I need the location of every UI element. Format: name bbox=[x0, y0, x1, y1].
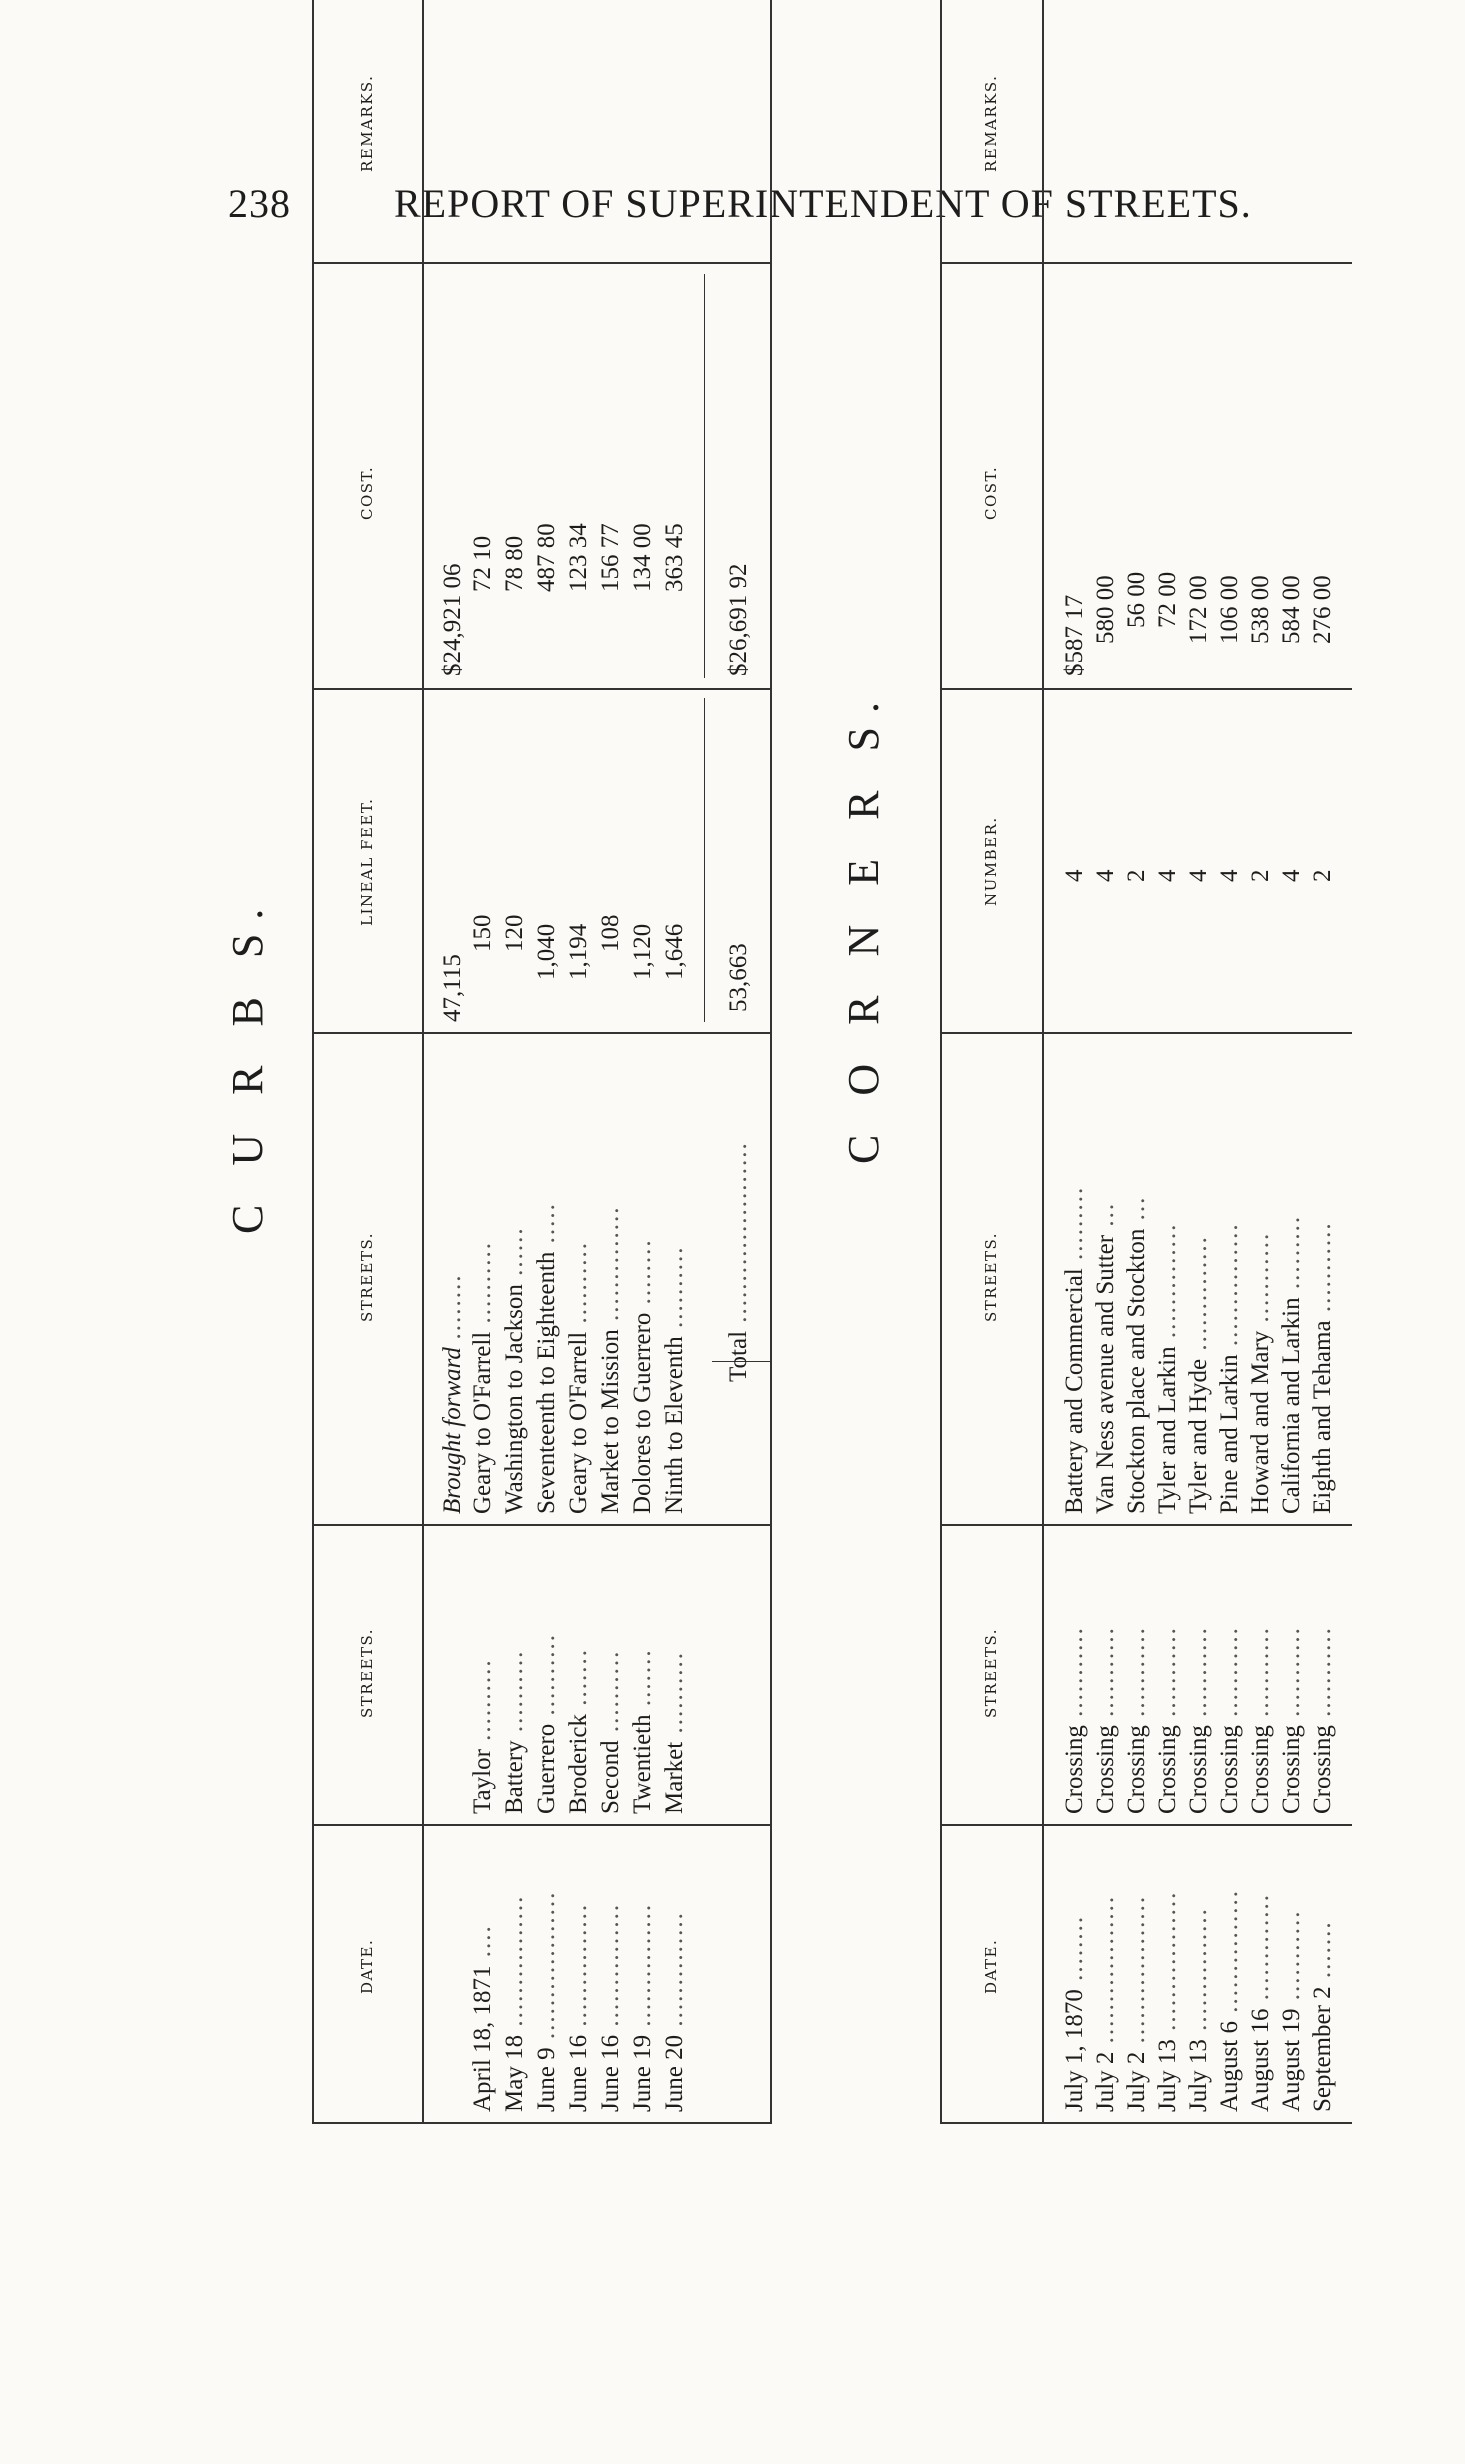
corners-row-2-street1: Crossing ........... bbox=[1123, 1626, 1150, 1814]
curbs-total-label: Total ...................... bbox=[725, 1141, 752, 1382]
curbs-row-7-street2: Ninth to Eleventh .......... bbox=[661, 1245, 688, 1514]
corners-row-4-date: July 13 ............... bbox=[1185, 1907, 1212, 2112]
corners-header-date: DATE. bbox=[982, 1938, 1000, 1994]
curbs-row-7-date: June 20 .............. bbox=[661, 1911, 688, 2112]
curbs-row-0-street: Brought forward ........ bbox=[439, 1272, 466, 1514]
corners-row-1-street1: Crossing ........... bbox=[1092, 1626, 1119, 1814]
corners-row-5-date: August 6 ............... bbox=[1216, 1889, 1243, 2112]
curbs-row-3-cost: 487 80 bbox=[533, 523, 560, 592]
curbs-row-1-street1: Taylor .......... bbox=[469, 1658, 496, 1814]
corners-row-2-street2: Stockton place and Stockton ... bbox=[1123, 1195, 1150, 1514]
corners-row-1-street2: Van Ness avenue and Sutter ... bbox=[1092, 1201, 1119, 1514]
curbs-row-6-lineal: 1,120 bbox=[629, 923, 656, 980]
curbs-row-6-cost: 134 00 bbox=[629, 523, 656, 592]
curbs-row-6-street1: Twentieth ....... bbox=[629, 1648, 656, 1814]
corners-row-0-cost: $587 17 bbox=[1061, 594, 1088, 676]
curbs-row-3-street1: Guerrero .......... bbox=[533, 1633, 560, 1814]
corners-row-7-cost: 584 00 bbox=[1278, 575, 1305, 644]
corners-row-0-date: July 1, 1870 ........ bbox=[1061, 1914, 1088, 2112]
curbs-row-5-cost: 156 77 bbox=[597, 523, 624, 592]
curbs-row-1-cost: 72 10 bbox=[469, 535, 496, 592]
corners-header-remarks: REMARKS. bbox=[982, 74, 1000, 172]
corners-row-2-number: 2 bbox=[1123, 869, 1150, 882]
curbs-row-7-cost: 363 45 bbox=[661, 523, 688, 592]
corners-row-2-cost: 56 00 bbox=[1123, 571, 1150, 628]
curbs-header-remarks: REMARKS. bbox=[358, 74, 376, 172]
corners-row-7-number: 4 bbox=[1278, 869, 1305, 882]
corners-row-0-number: 4 bbox=[1061, 869, 1088, 882]
corners-row-3-street2: Tyler and Larkin .............. bbox=[1154, 1222, 1181, 1514]
corners-row-5-street1: Crossing ........... bbox=[1216, 1626, 1243, 1814]
corners-row-6-number: 2 bbox=[1247, 869, 1274, 882]
running-title: REPORT OF SUPERINTENDENT OF STREETS. bbox=[394, 181, 1252, 226]
curbs-row-5-street2: Market to Mission .............. bbox=[597, 1205, 624, 1514]
corners-row-8-date: September 2 ....... bbox=[1309, 1920, 1336, 2112]
corners-row-5-number: 4 bbox=[1216, 869, 1243, 882]
corners-row-0-street1: Crossing ........... bbox=[1061, 1626, 1088, 1814]
curbs-row-4-street2: Geary to O'Farrell .......... bbox=[565, 1241, 592, 1514]
corners-header-cost: COST. bbox=[982, 465, 1000, 520]
corners-row-4-street1: Crossing ........... bbox=[1185, 1626, 1212, 1814]
corners-row-2-date: July 2 .................. bbox=[1123, 1894, 1150, 2112]
corners-row-4-cost: 172 00 bbox=[1185, 575, 1212, 644]
corners-table bbox=[940, 0, 1352, 2124]
curbs-row-7-street1: Market .......... bbox=[661, 1651, 688, 1814]
curbs-row-5-street1: Second .......... bbox=[597, 1649, 624, 1814]
corners-row-6-street1: Crossing ........... bbox=[1247, 1626, 1274, 1814]
curbs-header-lineal: LINEAL FEET. bbox=[358, 797, 376, 926]
curbs-title: C U R B S. bbox=[223, 894, 272, 1234]
corners-row-7-street1: Crossing ........... bbox=[1278, 1626, 1305, 1814]
corners-header-streets2: STREETS. bbox=[982, 1232, 1000, 1322]
corners-row-4-street2: Tyler and Hyde .............. bbox=[1185, 1235, 1212, 1514]
corners-row-1-date: July 2 .................. bbox=[1092, 1894, 1119, 2112]
corners-row-1-cost: 580 00 bbox=[1092, 575, 1119, 644]
page-number: 238 bbox=[228, 181, 291, 226]
corners-row-4-number: 4 bbox=[1185, 869, 1212, 882]
curbs-row-2-street1: Battery .......... bbox=[501, 1649, 528, 1814]
curbs-row-1-date: April 18, 1871 .... bbox=[469, 1924, 496, 2112]
curbs-row-4-date: June 16 ............... bbox=[565, 1902, 592, 2112]
curbs-row-5-date: June 16 ............... bbox=[597, 1902, 624, 2112]
corners-row-6-street2: Howard and Mary ........... bbox=[1247, 1231, 1274, 1514]
curbs-row-4-street1: Broderick ....... bbox=[565, 1648, 592, 1814]
curbs-total-cost: $26,691 92 bbox=[725, 563, 752, 676]
curbs-header-cost: COST. bbox=[358, 465, 376, 520]
corners-row-8-number: 2 bbox=[1309, 869, 1336, 882]
curbs-row-3-date: June 9 .................. bbox=[533, 1890, 560, 2112]
curbs-total-lineal: 53,663 bbox=[725, 943, 752, 1012]
curbs-row-5-lineal: 108 bbox=[597, 914, 624, 952]
corners-row-7-street2: California and Larkin ......... bbox=[1278, 1214, 1305, 1514]
curbs-header-date: DATE. bbox=[358, 1938, 376, 1994]
corners-header-number: NUMBER. bbox=[982, 816, 1000, 906]
curbs-row-2-street2: Washington to Jackson ...... bbox=[501, 1226, 528, 1514]
curbs-header-streets1: STREETS. bbox=[358, 1628, 376, 1718]
curbs-row-3-lineal: 1,040 bbox=[533, 923, 560, 980]
curbs-row-2-cost: 78 80 bbox=[501, 535, 528, 592]
corners-row-1-number: 4 bbox=[1092, 869, 1119, 882]
curbs-row-0-lineal: 47,115 bbox=[439, 954, 466, 1022]
corners-row-5-street2: Pine and Larkin ............... bbox=[1216, 1222, 1243, 1514]
curbs-row-7-lineal: 1,646 bbox=[661, 923, 688, 980]
corners-row-5-cost: 106 00 bbox=[1216, 575, 1243, 644]
corners-row-3-date: July 13 ................. bbox=[1154, 1890, 1181, 2112]
curbs-row-1-lineal: 150 bbox=[469, 914, 496, 952]
curbs-row-4-cost: 123 34 bbox=[565, 523, 592, 592]
curbs-row-0-cost: $24,921 06 bbox=[439, 563, 466, 676]
corners-row-6-cost: 538 00 bbox=[1247, 575, 1274, 644]
corners-row-3-number: 4 bbox=[1154, 869, 1181, 882]
curbs-row-3-street2: Seventeenth to Eighteenth ..... bbox=[533, 1202, 560, 1514]
corners-row-8-cost: 276 00 bbox=[1309, 575, 1336, 644]
corners-row-3-cost: 72 00 bbox=[1154, 571, 1181, 628]
curbs-row-6-date: June 19 ............... bbox=[629, 1902, 656, 2112]
curbs-row-4-lineal: 1,194 bbox=[565, 923, 592, 980]
curbs-header-streets2: STREETS. bbox=[358, 1232, 376, 1322]
corners-row-8-street1: Crossing ........... bbox=[1309, 1626, 1336, 1814]
corners-row-8-street2: Eighth and Tehama ........... bbox=[1309, 1221, 1336, 1514]
curbs-table bbox=[312, 0, 772, 2124]
corners-row-6-date: August 16 ............. bbox=[1247, 1893, 1274, 2112]
corners-title: C O R N E R S. bbox=[839, 688, 888, 1164]
corners-row-3-street1: Crossing ........... bbox=[1154, 1626, 1181, 1814]
curbs-row-2-lineal: 120 bbox=[501, 914, 528, 952]
curbs-row-6-street2: Dolores to Guerrero ........ bbox=[629, 1238, 656, 1514]
corners-header-streets1: STREETS. bbox=[982, 1628, 1000, 1718]
corners-row-7-date: August 19 ........... bbox=[1278, 1909, 1305, 2112]
curbs-row-1-street2: Geary to O'Farrell .......... bbox=[469, 1241, 496, 1514]
curbs-row-2-date: May 18 ................ bbox=[501, 1894, 528, 2112]
corners-row-0-street2: Battery and Commercial ......... bbox=[1061, 1185, 1088, 1514]
